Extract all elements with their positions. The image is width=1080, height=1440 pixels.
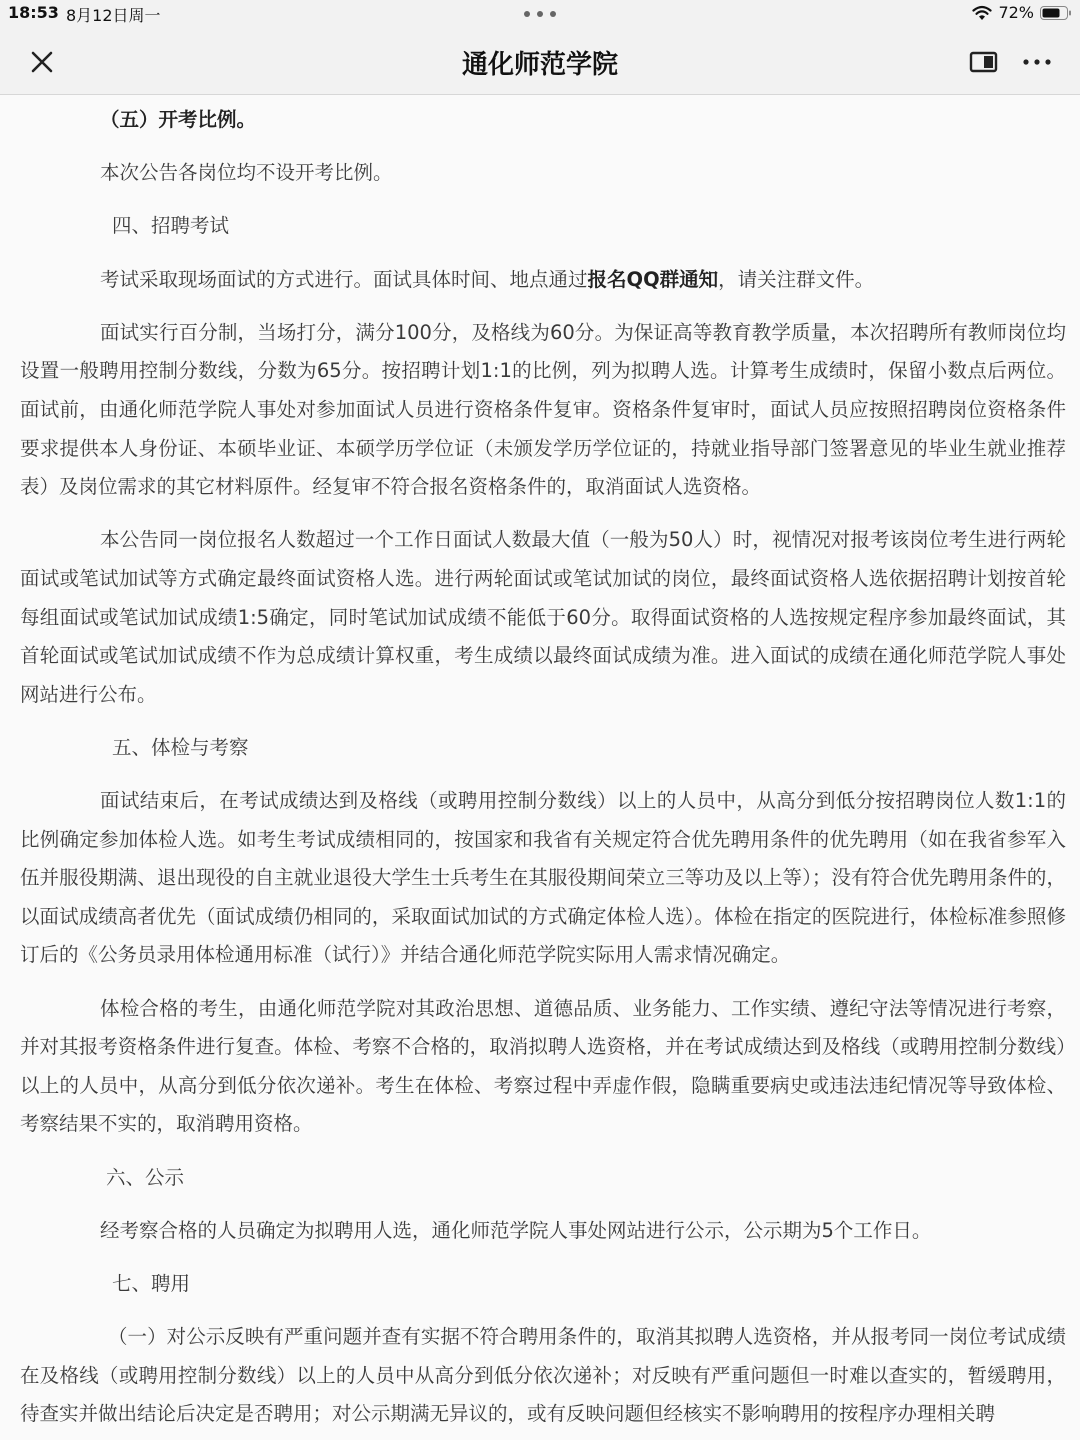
- paragraph: 面试结束后，在考试成绩达到及格线（或聘用控制分数线）以上的人员中，从高分到低分按招聘岗位人数1:1的比例确定参加体检人选。如考生考试成绩相同的，按国家和我省有关规定符合优先聘用条件的优先聘用（如在我省参军入伍并服役期满、退出现役的自主就业退役大学生士兵考生在其服役期间荣立三等功及以上等）；没有符合优先聘用条件的，以面试成绩高者优先（面试成绩仍相同的，采取面试加试的方式确定体检人选）。体检在指定的医院进行，体检标准参照修订后的《公务员录用体检通用标准（试行）》并结合通化师范学院实际用人需求情况确定。: [20, 789, 1066, 967]
- page-title: 通化师范学院: [461, 50, 618, 80]
- paragraph: （五）开考比例。: [100, 108, 257, 131]
- nav-bar: [0, 28, 1080, 95]
- article-content[interactable]: [0, 95, 1080, 1440]
- status-bar: [0, 0, 1080, 28]
- section-heading: 四、招聘考试: [112, 214, 230, 238]
- floating-window-icon[interactable]: [962, 46, 1006, 78]
- paragraph-text: 考试采取现场面试的方式进行。面试具体时间、地点通过: [100, 267, 588, 291]
- paragraph: 本公告同一岗位报名人数超过一个工作日面试人数最大值（一般为50人）时，视情况对报考该岗位考生进行两轮面试或笔试加试等方式确定最终面试资格人选。进行两轮面试或笔试加试的岗位，最终面试资格人选依据招聘计划按首轮每组面试或笔试加试成绩1:5确定，同时笔试加试成绩不能低于60分。取得面试资格的人选按规定程序参加最终面试，其首轮面试或笔试加试成绩不作为总成绩计算权重，考生成绩以最终面试成绩为准。进入面试的成绩在通化师范学院人事处网站进行公布。: [20, 528, 1066, 706]
- status-date: 8月12日周一: [66, 6, 161, 25]
- paragraph-text: ，请关注群文件。: [718, 267, 875, 291]
- more-icon[interactable]: [1014, 48, 1060, 76]
- paragraph: 面试实行百分制，当场打分，满分100分，及格线为60分。为保证高等教育教学质量，本次招聘所有教师岗位均设置一般聘用控制分数线，分数为65分。按招聘计划1:1的比例，列为拟聘人选。计算考生成绩时，保留小数点后两位。面试前，由通化师范学院人事处对参加面试人员进行资格条件复审。资格条件复审时，面试人员应按照招聘岗位资格条件要求提供本人身份证、本硕毕业证、本硕学历学位证（未颁发学历学位证的，持就业指导部门签署意见的毕业生就业推荐表）及岗位需求的其它材料原件。经复审不符合报名资格条件的，取消面试人选资格。: [20, 320, 1066, 499]
- paragraph: [20, 261, 1066, 300]
- section-heading: 七、聘用: [112, 1271, 191, 1295]
- section-heading: 五、体检与考察: [112, 735, 249, 759]
- battery-percent: 72%: [998, 3, 1034, 22]
- article-body: [0, 95, 1080, 1434]
- paragraph: 经考察合格的人员确定为拟聘用人选，通化师范学院人事处网站进行公示，公示期为5个工作日。: [100, 1218, 932, 1242]
- bold-text: 报名QQ群通知: [587, 267, 719, 291]
- battery-icon: [1040, 5, 1072, 21]
- section-heading: 六、公示: [106, 1165, 185, 1189]
- status-right: [972, 3, 1072, 22]
- paragraph: 本次公告各岗位均不设开考比例。: [100, 161, 393, 185]
- paragraph: 体检合格的考生，由通化师范学院对其政治思想、道德品质、业务能力、工作实绩、遵纪守法等情况进行考察，并对其报考资格条件进行复查。体检、考察不合格的，取消拟聘人选资格，并在考试成绩达到及格线（或聘用控制分数线）以上的人员中，从高分到低分依次递补。考生在体检、考察过程中弄虚作假，隐瞒重要病史或违法违纪情况等导致体检、考察结果不实的，取消聘用资格。: [20, 996, 1066, 1136]
- paragraph: （一）对公示反映有严重问题并查有实据不符合聘用条件的，取消其拟聘人选资格，并从报考同一岗位考试成绩在及格线（或聘用控制分数线）以上的人员中从高分到低分依次递补；对反映有严重问题但一时难以查实的，暂缓聘用，待查实并做出结论后决定是否聘用；对公示期满无异议的，或有反映问题但经核实不影响聘用的按程序办理相关聘: [20, 1325, 1066, 1426]
- wifi-icon: [972, 5, 992, 21]
- multitasking-dots-icon[interactable]: [524, 11, 556, 17]
- status-time: 18:53: [8, 3, 59, 22]
